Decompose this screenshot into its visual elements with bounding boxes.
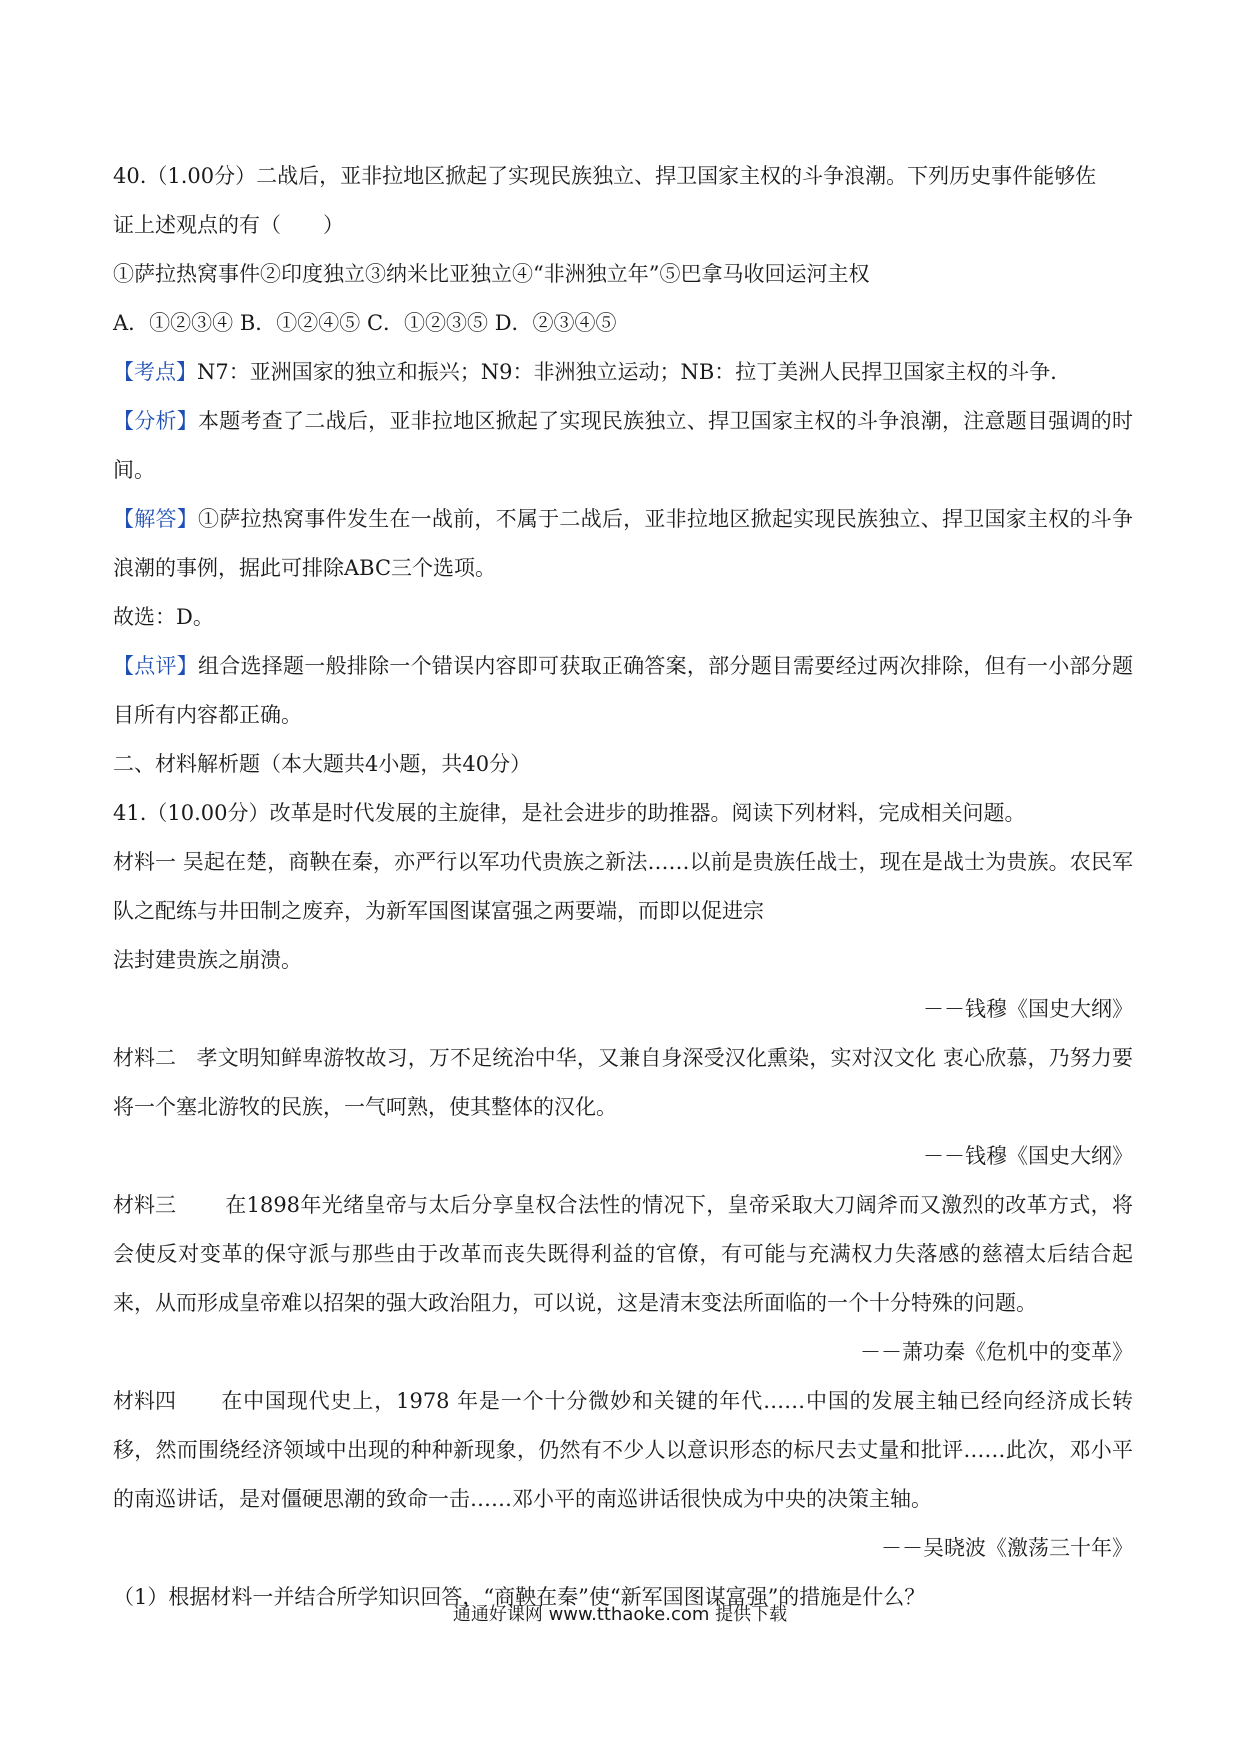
q40-stem-line1: 40.（1.00分）二战后，亚非拉地区掀起了实现民族独立、捍卫国家主权的斗争浪潮。下列历史事件能够佐 <box>113 164 1097 188</box>
q40-fenxi <box>113 397 1133 495</box>
material-1-source: －－钱穆《国史大纲》 <box>923 997 1133 1021</box>
section2-heading: 二、材料解析题（本大题共4小题，共40分） <box>113 752 532 776</box>
material-1-label: 材料一 <box>113 850 176 874</box>
q40-kaodian <box>113 348 1133 397</box>
jieda-tag: 【解答】 <box>113 507 199 531</box>
q40-jieda <box>113 495 1133 593</box>
material-2-text: 孝文明知鲜卑游牧故习，万不足统治中华，又兼自身深受汉化熏染，实对汉文化 衷心欣慕，乃努力要将一个塞北游牧的民族，一气呵熟，使其整体的汉化。 <box>113 1046 1134 1119</box>
q40-events: ①萨拉热窝事件②印度独立③纳米比亚独立④“非洲独立年”⑤巴拿马收回运河主权 <box>113 262 870 286</box>
material-3-text: 在1898年光绪皇帝与太后分享皇权合法性的情况下，皇帝采取大刀阔斧而又激烈的改革方式，将会使反对变革的保守派与那些由于改革而丧失既得利益的官僚，有可能与充满权力失落感的慈禧太后结合起来，从而形成皇帝难以招架的强大政治阻力，可以说，这是清末变法所面临的一个十分特殊的问题。 <box>113 1193 1133 1315</box>
q40-dianping <box>113 642 1133 740</box>
footer-suffix: 提供下载 <box>715 1604 788 1625</box>
q40-answer: 故选：D。 <box>113 605 214 629</box>
fenxi-text: 本题考查了二战后，亚非拉地区掀起了实现民族独立、捍卫国家主权的斗争浪潮，注意题目强调的时间。 <box>113 409 1134 482</box>
material-4-label: 材料四 <box>113 1389 176 1413</box>
material-1-text-a: 吴起在楚，商鞅在秦，亦严行以军功代贵族之新法……以前是贵族任战士，现在是战士为贵族。农民军队之配练与井田制之废弃，为新军国图谋富强之两要端，而即以促进宗 <box>113 850 1133 923</box>
material-3-source: －－萧功秦《危机中的变革》 <box>860 1340 1133 1364</box>
material-1-text-b: 法封建贵族之崩溃。 <box>113 948 302 972</box>
q40-options: A．①②③④ B．①②④⑤ C．①②③⑤ D．②③④⑤ <box>113 311 617 335</box>
material-4 <box>113 1377 1133 1524</box>
material-2 <box>113 1034 1133 1132</box>
document-body <box>113 152 1133 1622</box>
material-2-label: 材料二 <box>113 1046 176 1070</box>
material-3 <box>113 1181 1133 1328</box>
fenxi-tag: 【分析】 <box>113 409 199 433</box>
kaodian-text: N7：亚洲国家的独立和振兴；N9：非洲独立运动；NB：拉丁美洲人民捍卫国家主权的斗争． <box>197 360 1072 384</box>
kaodian-tag: 【考点】 <box>113 360 197 384</box>
material-4-source: －－吴晓波《激荡三十年》 <box>881 1536 1133 1560</box>
material-2-source: －－钱穆《国史大纲》 <box>923 1144 1133 1168</box>
footer-site-name: 通通好课网 <box>452 1604 543 1625</box>
dianping-tag: 【点评】 <box>113 654 199 678</box>
material-1 <box>113 838 1133 936</box>
material-4-text: 在中国现代史上，1978 年是一个十分微妙和关键的年代……中国的发展主轴已经向经济成长转移，然而围绕经济领域中出现的种种新现象，仍然有不少人以意识形态的标尺去丈量和批评……此次，邓小平的南巡讲话，是对僵硬思潮的致命一击……邓小平的南巡讲话很快成为中央的决策主轴。 <box>113 1389 1133 1511</box>
material-3-label: 材料三 <box>113 1193 176 1217</box>
jieda-text: ①萨拉热窝事件发生在一战前，不属于二战后，亚非拉地区掀起实现民族独立、捍卫国家主权的斗争浪潮的事例，据此可排除ABC三个选项。 <box>113 507 1134 580</box>
footer-url-link[interactable]: www.tthaoke.com <box>548 1604 710 1625</box>
q41-stem: 41.（10.00分）改革是时代发展的主旋律，是社会进步的助推器。阅读下列材料，完成相关问题。 <box>113 801 1026 825</box>
dianping-text: 组合选择题一般排除一个错误内容即可获取正确答案，部分题目需要经过两次排除，但有一小部分题目所有内容都正确。 <box>113 654 1134 727</box>
q40-stem-line2: 证上述观点的有（ ） <box>113 213 344 237</box>
page-footer <box>0 1600 1240 1626</box>
q41-subquestion-1: （1）根据材料一并结合所学知识回答，“商鞅在秦”使“新军国图谋富强”的措施是什么？ <box>113 1585 926 1609</box>
